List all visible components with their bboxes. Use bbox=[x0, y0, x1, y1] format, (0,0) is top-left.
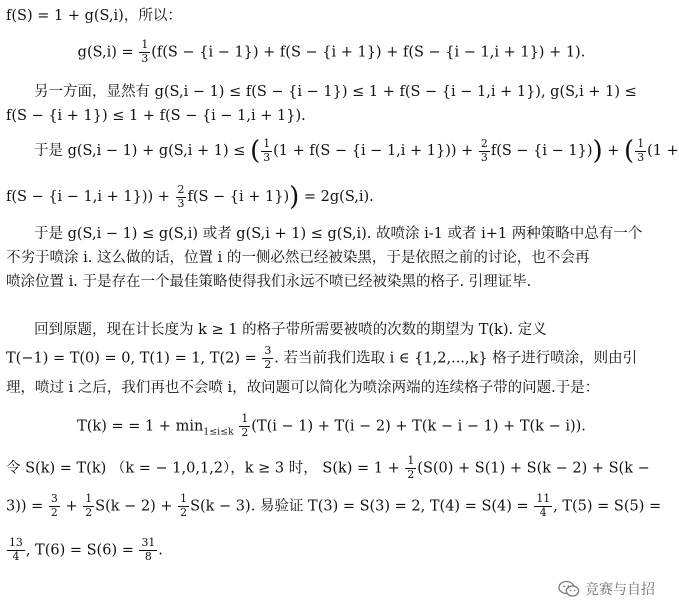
line-3: 另一方面，显然有 g(S,i − 1) ≤ f(S − {i − 1}) ≤ 1 + f(S − {i − 1,i + 1}), g(S,i + 1) ≤ bbox=[34, 84, 637, 100]
watermark-label: 竞赛与自招 bbox=[585, 582, 655, 598]
line-9: 喷涂位置 i. 于是存在一个最佳策略使得我们永远不喷已经被染黑的格子. 引理证毕. bbox=[6, 274, 532, 290]
line-15: 3)) = $\frac{3}{2}$ + $\frac{1}{2}$ S(k − 2) + $\frac{1}{2}$ S(k − 3). 易验证 T(3) = S(3) = 2, T(4) = S(4) = $\frac{11}{4}$ , T(5) = S(5) = bbox=[6, 492, 662, 519]
line-10: 回到原题，现在计长度为 k ≥ 1 的格子带所需要被喷的次数的期望为 T(k). 定义 bbox=[34, 322, 547, 338]
fraction: $\frac{3}{2}$ bbox=[50, 492, 58, 519]
fraction: $\frac{2}{3}$ bbox=[480, 136, 488, 164]
fraction: $\frac{1}{3}$ bbox=[637, 136, 645, 164]
fraction: $\frac{31}{8}$ bbox=[141, 536, 156, 563]
line-16: $\frac{13}{4}$ , T(6) = S(6) = $\frac{31}{8}$ . bbox=[9, 536, 163, 563]
line-4: f(S − {i + 1}) ≤ 1 + f(S − {i − 1,i + 1}). bbox=[6, 108, 306, 124]
watermark bbox=[558, 578, 655, 600]
fraction: $\frac{1}{2}$ bbox=[241, 412, 249, 439]
fraction: $\frac{11}{4}$ bbox=[536, 492, 551, 519]
fraction: $\frac{13}{4}$ bbox=[9, 536, 23, 563]
line-6: f(S − {i − 1,i + 1})) + $\frac{2}{3}$ f(S − {i + 1})) = 2g(S,i). bbox=[6, 182, 374, 212]
fraction: $\frac{2}{3}$ bbox=[177, 182, 185, 210]
fraction: $\frac{3}{2}$ bbox=[264, 344, 272, 371]
fraction: $\frac{1}{3}$ bbox=[141, 38, 149, 65]
formula-T: T(k) = = $1 + \min_{1\le i\le k}$ $\frac{1}{2}$ (T(i − 1) + T(i − 2) + T(k − i − 1) + T(k − i)). bbox=[77, 412, 586, 439]
line-12: 理，喷过 i 之后，我们再也不会喷 i，故问题可以简化为喷涂两端的连续格子带的问题.于是： bbox=[6, 380, 600, 396]
fraction: $\frac{1}{2}$ bbox=[180, 492, 188, 519]
fraction: $\frac{1}{3}$ bbox=[263, 136, 271, 164]
formula-g: g(S,i) = $\frac{1}{3}$ (f(S − {i − 1}) + f(S − {i + 1}) + f(S − {i − 1,i + 1}) + 1). bbox=[77, 38, 586, 65]
line-5: 于是 g(S,i − 1) + g(S,i + 1) ≤ ( $\frac{1}{3}$ (1 + f(S − {i − 1,i + 1})) + $\frac{2}{3}$ f(S − {i − 1})) + ( $\frac{1}{3}$ (1 + bbox=[34, 136, 679, 166]
line-8: 不劣于喷涂 i. 这么做的话，位置 i 的一侧必然已经被染黑，于是依照之前的讨论，也不会再 bbox=[6, 250, 590, 266]
line-7: 于是 g(S,i − 1) ≤ g(S,i) 或者 g(S,i + 1) ≤ g(S,i). 故喷涂 i-1 或者 i+1 两种策略中总有一个 bbox=[34, 226, 643, 242]
fraction: $\frac{1}{2}$ bbox=[407, 454, 415, 481]
line-11: T(−1) = T(0) = 0, T(1) = 1, T(2) = $\frac{3}{2}$ . 若当前我们选取 i ∈ {1,2,...,k} 格子进行喷涂，则由引 bbox=[6, 344, 638, 371]
wechat-icon bbox=[558, 580, 580, 598]
fraction: $\frac{1}{2}$ bbox=[85, 492, 93, 519]
line-1: f(S) = 1 + g(S,i)，所以： bbox=[6, 8, 182, 24]
line-14: 令 S(k) = T(k) （k = − 1,0,1,2），k ≥ 3 时， S(k) = 1 + $\frac{1}{2}$ (S(0) + S(1) + S(k − 2) + S(k − bbox=[6, 454, 650, 481]
